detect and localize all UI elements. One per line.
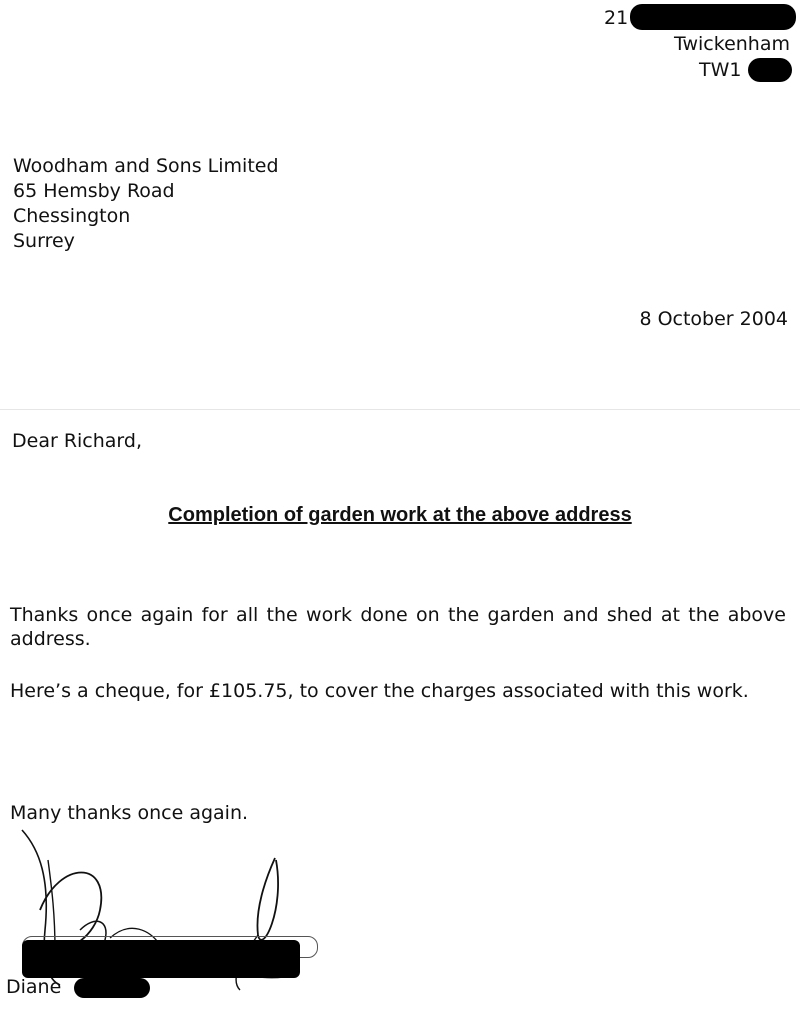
recipient-line: Chessington (13, 205, 131, 227)
recipient-line: 65 Hemsby Road (13, 180, 175, 202)
closing-line: Many thanks once again. (10, 802, 249, 824)
body-paragraph-2: Here’s a cheque, for £105.75, to cover the charges associated with this work. (10, 680, 749, 702)
redaction-postcode (748, 58, 792, 82)
recipient-line: Surrey (13, 230, 75, 252)
letter-date: 8 October 2004 (639, 308, 788, 330)
recipient-line: Woodham and Sons Limited (13, 155, 279, 177)
signatory-first-name: Diane (6, 976, 62, 998)
sender-postcode: TW1 (699, 59, 742, 81)
redaction-street (630, 4, 796, 30)
redaction-surname (74, 978, 150, 998)
sender-town: Twickenham (674, 33, 790, 55)
subject-heading: Completion of garden work at the above address (168, 504, 632, 526)
salutation: Dear Richard, (12, 430, 143, 452)
body-paragraph-1: Thanks once again for all the work done on the garden and shed at the above address. (10, 604, 786, 650)
fold-line (0, 409, 800, 410)
sender-house-number: 21 (604, 7, 629, 29)
redaction-signatory (22, 940, 300, 978)
